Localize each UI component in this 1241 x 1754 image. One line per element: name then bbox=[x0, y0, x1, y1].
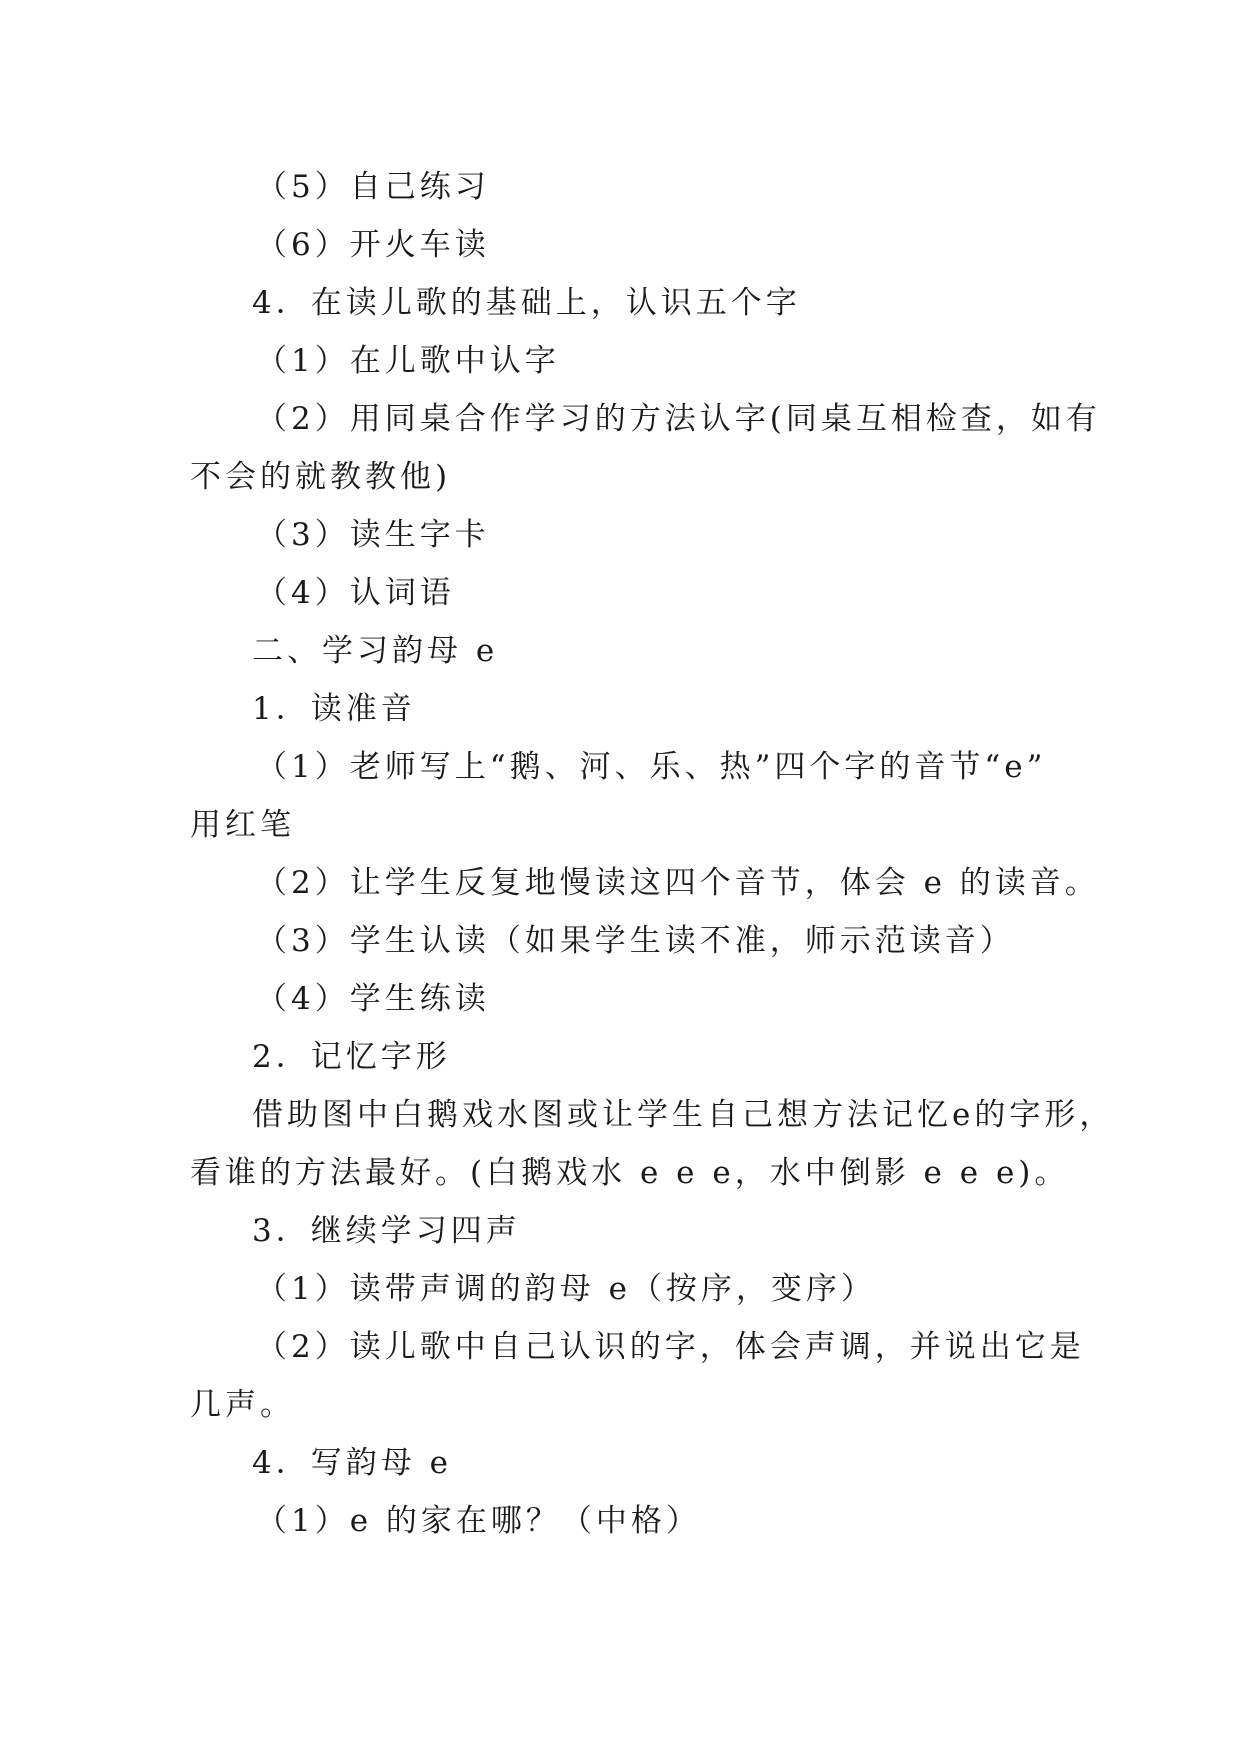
text-line: （2）用同桌合作学习的方法认字(同桌互相检查，如有 bbox=[256, 401, 1101, 437]
text-line: （1）在儿歌中认字 bbox=[256, 343, 560, 379]
text-line: （1）读带声调的韵母 e（按序，变序） bbox=[256, 1271, 876, 1307]
text-line: 不会的就教教他) bbox=[190, 459, 452, 495]
text-line: （5）自己练习 bbox=[256, 169, 490, 205]
document-body bbox=[190, 158, 1115, 1550]
text-line: （1）e 的家在哪？（中格） bbox=[256, 1503, 701, 1539]
text-line: （6）开火车读 bbox=[256, 227, 490, 263]
section-heading: 二、学习韵母 e bbox=[252, 633, 499, 669]
text-line: 4．写韵母 e bbox=[252, 1445, 452, 1481]
text-line: （2）让学生反复地慢读这四个音节，体会 e 的读音。 bbox=[256, 865, 1100, 901]
text-line: 2．记忆字形 bbox=[252, 1039, 451, 1075]
text-line: （2）读儿歌中自己认识的字，体会声调，并说出它是 bbox=[256, 1329, 1085, 1365]
text-line: （4）认词语 bbox=[256, 575, 455, 611]
text-line: 看谁的方法最好。(白鹅戏水 e e e，水中倒影 e e e)。 bbox=[190, 1155, 1070, 1191]
text-line: 用红笔 bbox=[190, 807, 295, 843]
text-line: （3）学生认读（如果学生读不准，师示范读音） bbox=[256, 923, 1015, 959]
text-line: （4）学生练读 bbox=[256, 981, 490, 1017]
text-line: 借助图中白鹅戏水图或让学生自己想方法记忆e的字形， bbox=[252, 1097, 1115, 1133]
text-line: 4．在读儿歌的基础上，认识五个字 bbox=[252, 285, 801, 321]
text-line: （3）读生字卡 bbox=[256, 517, 490, 553]
text-line: 1．读准音 bbox=[252, 691, 416, 727]
text-line: 3．继续学习四声 bbox=[252, 1213, 521, 1249]
text-line: （1）老师写上“鹅、河、乐、热”四个字的音节“e” bbox=[256, 749, 1047, 785]
text-line: 几声。 bbox=[190, 1387, 295, 1423]
